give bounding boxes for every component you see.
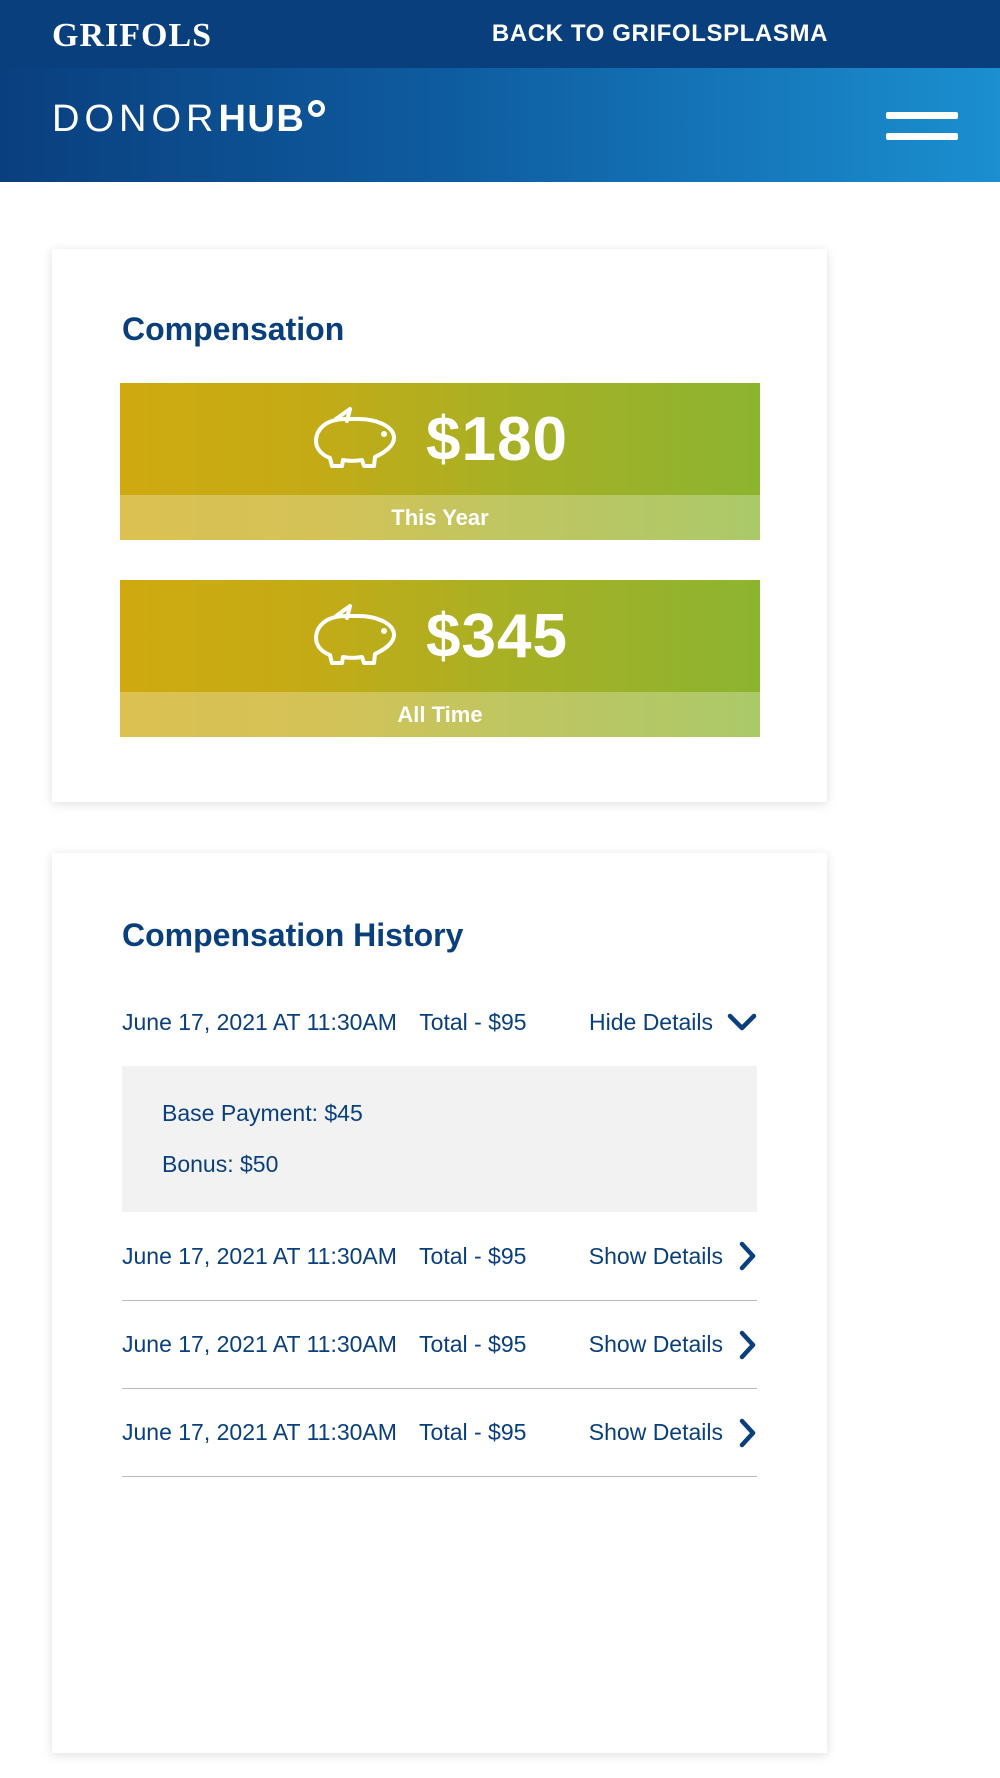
row-toggle-label: Show Details [588, 1242, 723, 1269]
row-date: June 17, 2021 AT 11:30AM [122, 1008, 397, 1035]
chevron-down-icon [727, 1012, 757, 1032]
row-total: Total - $95 [419, 1419, 527, 1445]
row-date: June 17, 2021 AT 11:30AM [122, 1419, 397, 1445]
hamburger-bar-2 [886, 133, 958, 140]
row-total: Total - $95 [419, 1331, 527, 1357]
tile-amount-this-year: $180 [426, 404, 568, 474]
donorhub-logo-bold: HUB [218, 98, 306, 140]
donorhub-logo-light: DONOR [52, 98, 219, 140]
row-date: June 17, 2021 AT 11:30AM [122, 1331, 397, 1357]
piggy-bank-icon [312, 602, 404, 671]
detail-bonus: Bonus: $50 [162, 1151, 279, 1177]
tile-main-all-time [120, 580, 760, 692]
compensation-history-card [52, 853, 827, 1753]
tile-amount-all-time: $345 [426, 601, 568, 671]
compensation-tile-this-year[interactable] [120, 383, 760, 540]
tile-footer-this-year [120, 495, 760, 540]
row-toggle-label: Show Details [588, 1419, 723, 1445]
row-total: Total - $95 [419, 1242, 527, 1269]
row-date: June 17, 2021 AT 11:30AM [122, 1242, 397, 1269]
row-details-panel [122, 1066, 757, 1212]
chevron-right-icon [737, 1241, 757, 1271]
compensation-history-list [52, 978, 827, 1478]
donorhub-logo-dot-icon [308, 100, 325, 117]
site-header [0, 68, 1000, 182]
compensation-tile-all-time[interactable] [120, 580, 760, 737]
table-row-divider [122, 1476, 757, 1478]
show-details-toggle[interactable] [589, 1241, 757, 1271]
chevron-right-icon [737, 1330, 757, 1360]
table-row[interactable] [122, 1388, 757, 1476]
back-to-grifolsplasma-link[interactable]: BACK TO GRIFOLSPLASMA [491, 20, 828, 47]
row-total: Total - $95 [419, 1008, 527, 1035]
tile-footer-all-time [120, 692, 760, 737]
donorhub-logo[interactable] [52, 98, 325, 141]
table-row[interactable] [122, 1300, 757, 1388]
tile-main-this-year [120, 383, 760, 495]
row-toggle-label: Hide Details [589, 1008, 713, 1035]
hide-details-toggle[interactable] [589, 1009, 757, 1036]
hamburger-bar-1 [886, 112, 958, 119]
detail-base-payment: Base Payment: $45 [162, 1100, 363, 1126]
compensation-history-title: Compensation History [122, 917, 464, 953]
chevron-right-icon [737, 1418, 757, 1448]
hamburger-menu-icon[interactable] [886, 112, 958, 146]
show-details-toggle[interactable] [589, 1330, 757, 1360]
tile-label-this-year: This Year [391, 504, 489, 530]
compensation-title: Compensation [122, 311, 345, 347]
compensation-card [52, 249, 827, 802]
tile-label-all-time: All Time [397, 701, 483, 727]
table-row[interactable] [122, 1212, 757, 1300]
table-row[interactable] [122, 978, 757, 1066]
grifols-logo: GRIFOLS [52, 17, 213, 54]
show-details-toggle[interactable] [589, 1418, 757, 1448]
piggy-bank-icon [312, 405, 404, 474]
row-toggle-label: Show Details [588, 1331, 723, 1357]
top-bar [0, 0, 1000, 68]
